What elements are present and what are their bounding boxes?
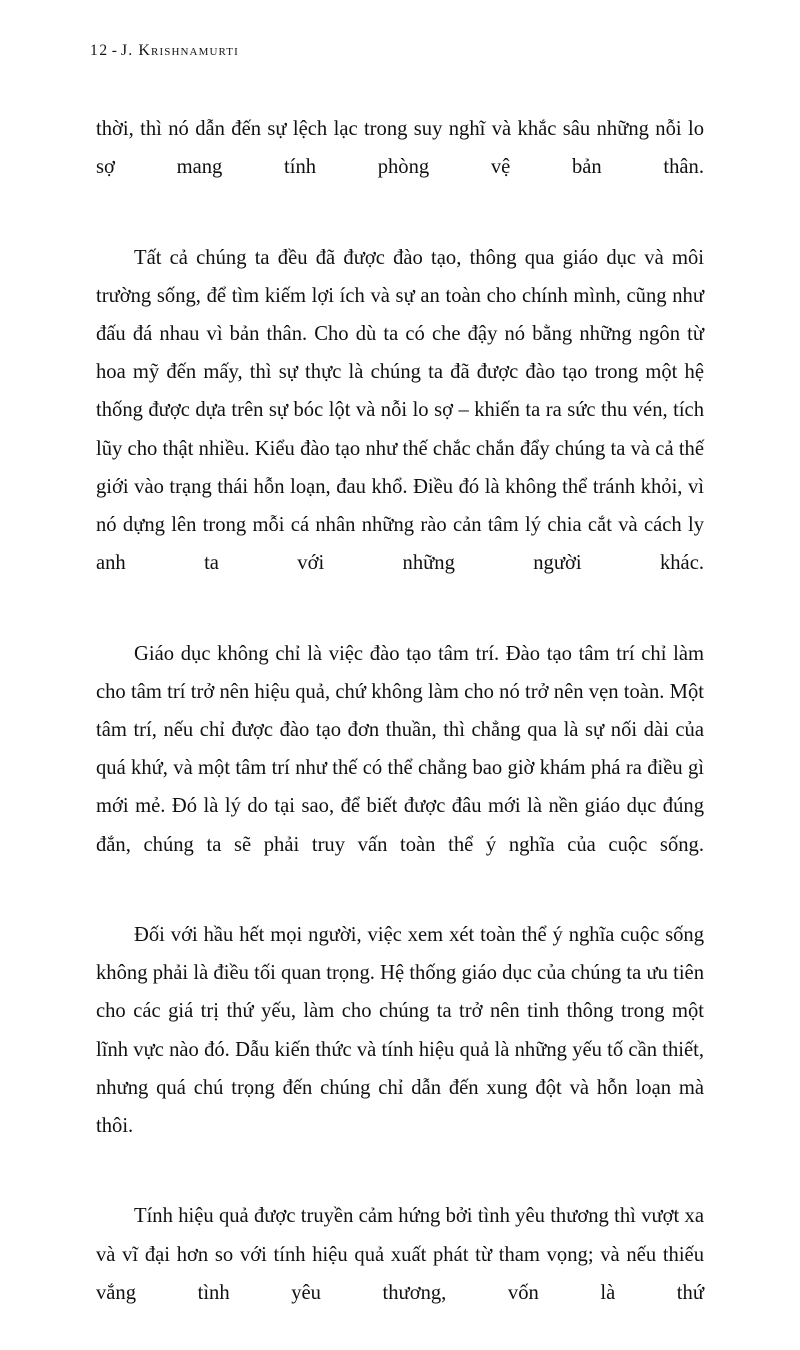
paragraph-2: Tất cả chúng ta đều đã được đào tạo, thông qua giáo dục và môi trường sống, để tìm kiếm lợi ích và sự an toàn cho chính mình, cũng như đấu đá nhau vì bản thân. Cho dù ta có che đậy nó bằng những ngôn từ hoa mỹ đến mấy, thì sự thực là chúng ta đã được đào tạo trong một hệ thống được dựa trên sự bóc lột và nỗi lo sợ – khiến ta ra sức thu vén, tích lũy cho thật nhiều. Kiểu đào tạo như thế chắc chắn đẩy chúng ta và cả thế giới vào trạng thái hỗn loạn, đau khổ. Điều đó là không thể tránh khỏi, vì nó dựng lên trong mỗi cá nhân những rào cản tâm lý chia cắt và cách ly anh ta với những người khác. [96,246,704,575]
paragraph-4: Đối với hầu hết mọi người, việc xem xét toàn thể ý nghĩa cuộc sống không phải là điều tối quan trọng. Hệ thống giáo dục của chúng ta ưu tiên cho các giá trị thứ yếu, làm cho chúng ta trở nên tinh thông trong một lĩnh vực nào đó. Dẫu kiến thức và tính hiệu quả là những yếu tố cần thiết, nhưng quá chú trọng đến chúng chỉ dẫn đến xung đột và hỗn loạn mà thôi. [96,924,704,1138]
running-head-author: J. Krishnamurti [120,42,239,59]
running-head [90,42,704,60]
paragraph-1: thời, thì nó dẫn đến sự lệch lạc trong suy nghĩ và khắc sâu những nỗi lo sợ mang tính phòng vệ bản thân. [96,118,704,179]
running-head-separator: - [111,42,118,59]
page-number: 12 [90,42,109,59]
paragraph-3: Giáo dục không chỉ là việc đào tạo tâm trí. Đào tạo tâm trí chỉ làm cho tâm trí trở nên hiệu quả, chứ không làm cho nó trở nên vẹn toàn. Một tâm trí, nếu chỉ được đào tạo đơn thuần, thì chẳng qua là sự nối dài của quá khứ, và một tâm trí như thế có thể chẳng bao giờ khám phá ra điều gì mới mẻ. Đó là lý do tại sao, để biết được đâu mới là nền giáo dục đúng đắn, chúng ta sẽ phải truy vấn toàn thể ý nghĩa của cuộc sống. [96,642,704,856]
paragraph-5: Tính hiệu quả được truyền cảm hứng bởi tình yêu thương thì vượt xa và vĩ đại hơn so với tính hiệu quả xuất phát từ tham vọng; và nếu thiếu vắng tình yêu thương, vốn là thứ [96,1205,704,1304]
body-text [96,110,704,1350]
